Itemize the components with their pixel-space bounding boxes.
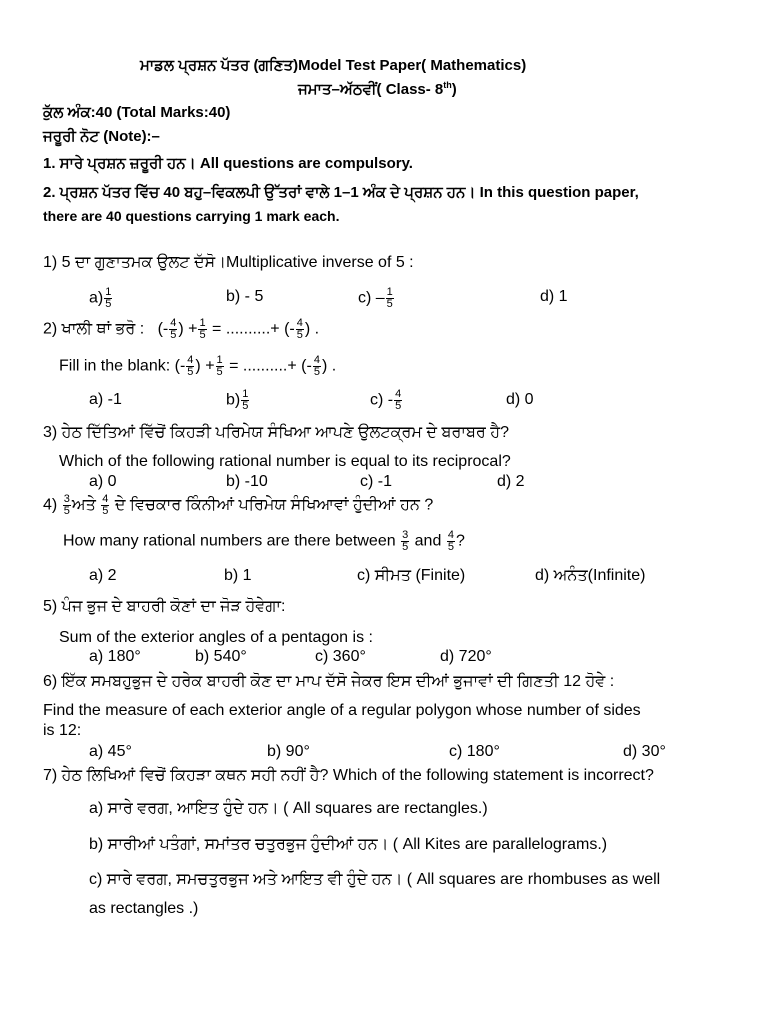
q2-option-a: a) -1 bbox=[89, 391, 122, 408]
q4-option-d: d) ਅਨੰਤ(Infinite) bbox=[535, 567, 646, 584]
q4-pa-text: ਦੇ ਵਿਚਕਾਰ ਕਿੰਨੀਆਂ ਪਰਿਮੇਯ ਸੰਖਿਆਵਾਂ ਹੁੰਦੀਆਂ ਹਨ ? bbox=[114, 496, 434, 514]
q3-option-b: b) -10 bbox=[226, 473, 268, 490]
q3-option-c: c) -1 bbox=[360, 473, 392, 490]
question-6-en: Find the measure of each exterior angle of a regular polygon whose number of sides bbox=[43, 702, 641, 719]
q4-option-a: a) 2 bbox=[89, 567, 117, 584]
page-title: ਮਾਡਲ ਪ੍ਰਸ਼ਨ ਪੱਤਰ (ਗਣਿਤ)Model Test Paper( Mathematics) bbox=[140, 57, 527, 74]
q2-option-b bbox=[226, 389, 250, 412]
q1-option-d: d) 1 bbox=[540, 288, 568, 305]
q5-option-c: c) 360° bbox=[315, 648, 366, 665]
q6-option-c: c) 180° bbox=[449, 743, 500, 760]
q1-c-label: c) – bbox=[358, 289, 385, 307]
question-6-en-cont: is 12: bbox=[43, 722, 82, 739]
class-close: ) bbox=[451, 81, 457, 98]
q1-a-label: a) bbox=[89, 289, 104, 307]
total-marks: ਕੁੱਲ ਅੰਕ:40 (Total Marks:40) bbox=[43, 104, 231, 121]
note-heading: ਜਰੂਰੀ ਨੋਟ (Note):– bbox=[43, 128, 160, 145]
question-7: 7) ਹੇਠ ਲਿਖਿਆਂ ਵਿਚੋਂ ਕਿਹੜਾ ਕਥਨ ਸਹੀ ਨਹੀਂ ਹੈ? Which of the following statement is incorrect? bbox=[43, 767, 654, 784]
question-3-pa: 3) ਹੇਠ ਦਿੱਤਿਆਂ ਵਿੱਚੋਂ ਕਿਹੜੀ ਪਰਿਮੇਯ ਸੰਖਿਆ ਆਪਣੇ ਉਲਟਕ੍ਰਮ ਦੇ ਬਰਾਬਰ ਹੈ? bbox=[43, 424, 510, 441]
fraction: $\frac{4}{5}$ bbox=[102, 493, 109, 517]
fraction: $\frac{3}{5}$ bbox=[402, 529, 409, 553]
fraction: $\frac{4}{5}$ bbox=[170, 317, 177, 341]
class-text: ਜਮਾਤ–ਅੱਠਵੀਂ( Class- 8 bbox=[298, 81, 444, 98]
q6-option-a: a) 45° bbox=[89, 743, 132, 760]
question-1: 1) 5 ਦਾ ਗੁਣਾਤਮਕ ਉਲਟ ਦੱਸੋ।Multiplicative inverse of 5 : bbox=[43, 254, 414, 271]
q1-option-b: b) - 5 bbox=[226, 288, 264, 305]
question-5-pa: 5) ਪੰਜ ਭੁਜ ਦੇ ਬਾਹਰੀ ਕੋਣਾਂ ਦਾ ਜੋੜ ਹੋਵੇਗਾ: bbox=[43, 598, 286, 615]
fraction: $\frac{1}{5}$ bbox=[105, 286, 112, 310]
q2-option-c bbox=[370, 389, 403, 412]
q4-option-c: c) ਸੀਮਤ (Finite) bbox=[357, 567, 466, 584]
note-2: 2. ਪ੍ਰਸ਼ਨ ਪੱਤਰ ਵਿੱਚ 40 ਬਹੁ–ਵਿਕਲਪੀ ਉੱਤਰਾਂ ਵਾਲੇ 1–1 ਅੰਕ ਦੇ ਪ੍ਰਸ਼ਨ ਹਨ। In this question paper, bbox=[43, 184, 639, 201]
q3-option-d: d) 2 bbox=[497, 473, 525, 490]
q5-option-b: b) 540° bbox=[195, 648, 247, 665]
q2-label: 2) ਖਾਲੀ ਥਾਂ ਭਰੋ : bbox=[43, 320, 145, 338]
fraction: $\frac{3}{5}$ bbox=[63, 493, 70, 517]
q7-option-c-cont: as rectangles .) bbox=[89, 900, 199, 917]
class-sup: th bbox=[443, 80, 452, 90]
q4-number: 4) bbox=[43, 496, 58, 514]
fraction: $\frac{4}{5}$ bbox=[187, 354, 194, 378]
q5-option-d: d) 720° bbox=[440, 648, 492, 665]
question-2-en: Fill in the blank: (- $\frac{4}{5}$ ) + $\frac{1}{5}$ = ..........+ (- $\frac{4}{5}$ ) . bbox=[59, 354, 337, 378]
q2-fill-label: Fill in the blank: bbox=[59, 357, 171, 375]
q4-and-pa: ਅਤੇ bbox=[71, 496, 96, 514]
fraction: $\frac{4}{5}$ bbox=[313, 354, 320, 378]
q3-option-a: a) 0 bbox=[89, 473, 117, 490]
note-1: 1. ਸਾਰੇ ਪ੍ਰਸ਼ਨ ਜ਼ਰੂਰੀ ਹਨ। All questions are compulsory. bbox=[43, 155, 413, 172]
q4-en-text: How many rational numbers are there between bbox=[63, 532, 396, 550]
q2-c-label: c) - bbox=[370, 391, 394, 409]
fraction: $\frac{1}{5}$ bbox=[199, 317, 206, 341]
fraction: $\frac{1}{5}$ bbox=[216, 354, 223, 378]
q5-option-a: a) 180° bbox=[89, 648, 141, 665]
q7-option-a: a) ਸਾਰੇ ਵਰਗ, ਆਇਤ ਹੁੰਦੇ ਹਨ। ( All squares are rectangles.) bbox=[89, 800, 488, 817]
class-line bbox=[298, 80, 457, 98]
q4-and-en: and bbox=[414, 532, 442, 550]
q2-option-d: d) 0 bbox=[506, 391, 534, 408]
q1-option-c bbox=[358, 287, 395, 310]
q7-option-c: c) ਸਾਰੇ ਵਰਗ, ਸਮਚਤੁਰਭੁਜ ਅਤੇ ਆਇਤ ਵੀ ਹੁੰਦੇ ਹਨ। ( All squares are rhombuses as well bbox=[89, 871, 661, 888]
question-4-en: How many rational numbers are there between $\frac{3}{5}$ and $\frac{4}{5}$ ? bbox=[63, 529, 465, 553]
fraction: $\frac{1}{5}$ bbox=[386, 286, 393, 310]
question-4-pa bbox=[43, 494, 433, 517]
question-5-en: Sum of the exterior angles of a pentagon is : bbox=[59, 629, 373, 646]
q6-option-d: d) 30° bbox=[623, 743, 666, 760]
note-2-cont: there are 40 questions carrying 1 mark each. bbox=[43, 208, 340, 224]
q2-b-label: b) bbox=[226, 391, 241, 409]
fraction: $\frac{1}{5}$ bbox=[242, 388, 249, 412]
fraction: $\frac{4}{5}$ bbox=[447, 529, 454, 553]
question-2-pa: 2) ਖਾਲੀ ਥਾਂ ਭਰੋ : (- $\frac{4}{5}$ ) + $\frac{1}{5}$ = ..........+ (- $\frac{4}{5}$ ) . bbox=[43, 317, 320, 341]
q4-option-b: b) 1 bbox=[224, 567, 252, 584]
q6-option-b: b) 90° bbox=[267, 743, 310, 760]
q7-option-b: b) ਸਾਰੀਆਂ ਪਤੰਗਾਂ, ਸਮਾਂਤਰ ਚਤੁਰਭੁਜ ਹੁੰਦੀਆਂ ਹਨ। ( All Kites are parallelograms.) bbox=[89, 836, 608, 853]
question-3-en: Which of the following rational number is equal to its reciprocal? bbox=[59, 453, 511, 470]
q1-option-a bbox=[89, 287, 113, 310]
question-6-pa: 6) ਇੱਕ ਸਮਬਹੁਭੁਜ ਦੇ ਹਰੇਕ ਬਾਹਰੀ ਕੋਣ ਦਾ ਮਾਪ ਦੱਸੋ ਜੇਕਰ ਇਸ ਦੀਆਂ ਭੁਜਾਵਾਂ ਦੀ ਗਿਣਤੀ 12 ਹੋਵੇ : bbox=[43, 673, 615, 690]
fraction: $\frac{4}{5}$ bbox=[395, 388, 402, 412]
fraction: $\frac{4}{5}$ bbox=[296, 317, 303, 341]
